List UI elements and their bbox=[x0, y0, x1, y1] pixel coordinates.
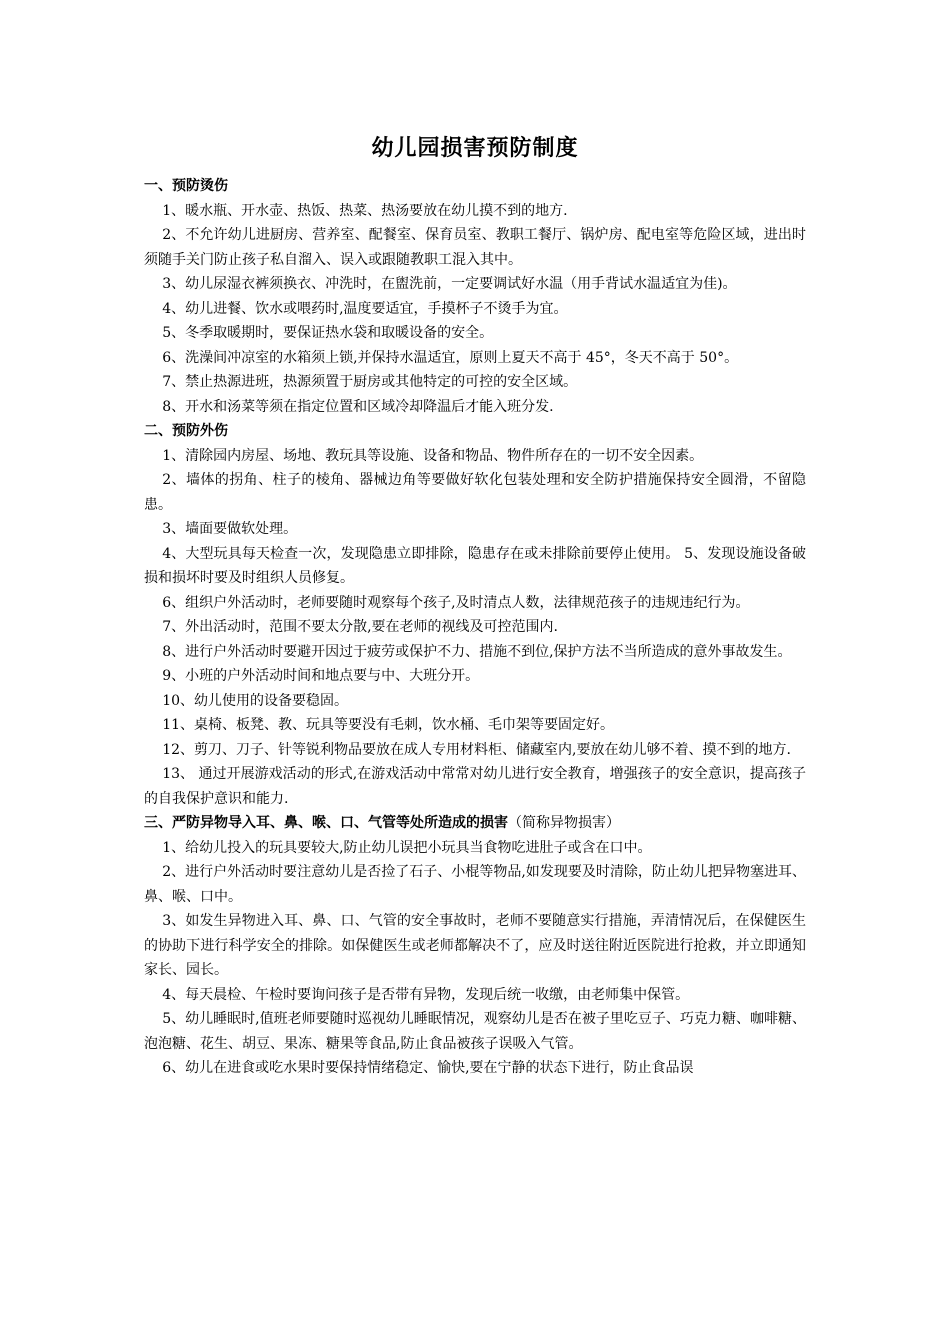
paragraph: 3、如发生异物进入耳、鼻、口、气管的安全事故时，老师不要随意实行措施，弄清情况后，在保健医生的协助下进行科学安全的排除。如保健医生或老师都解决不了，应及时送往附近医院进行抢救，并立即通知家长、园长。 bbox=[144, 913, 806, 978]
section bbox=[144, 419, 806, 811]
paragraph: 11、桌椅、板凳、教、玩具等要没有毛刺，饮水桶、毛巾架等要固定好。 bbox=[162, 717, 615, 733]
paragraph: 2、进行户外活动时要注意幼儿是否捡了石子、小棍等物品,如发现要及时清除，防止幼儿把异物塞进耳、鼻、喉、口中。 bbox=[144, 864, 806, 905]
section-heading bbox=[144, 174, 806, 199]
paragraph: 2、不允许幼儿进厨房、营养室、配餐室、保育员室、教职工餐厅、锅炉房、配电室等危险区域，进出时须随手关门防止孩子私自溜入、误入或跟随教职工混入其中。 bbox=[144, 227, 806, 268]
document-page bbox=[144, 132, 806, 1081]
section bbox=[144, 174, 806, 419]
paragraph: 4、大型玩具每天检查一次，发现隐患立即排除，隐患存在或未排除前要停止使用。 5、发现设施设备破损和损坏时要及时组织人员修复。 bbox=[144, 545, 806, 586]
paragraph: 1、暖水瓶、开水壶、热饭、热菜、热汤要放在幼儿摸不到的地方. bbox=[162, 202, 568, 219]
paragraph: 10、幼儿使用的设备要稳固。 bbox=[162, 692, 349, 709]
paragraph: 5、冬季取暖期时，要保证热水袋和取暖设备的安全。 bbox=[162, 325, 494, 341]
paragraph: 7、外出活动时，范围不要太分散,要在老师的视线及可控范围内. bbox=[162, 619, 558, 635]
section-heading bbox=[144, 811, 806, 836]
paragraph: 8、进行户外活动时要避开因过于疲劳或保护不力、措施不到位,保护方法不当所造成的意外事故发生。 bbox=[162, 643, 792, 660]
paragraph: 9、小班的户外活动时间和地点要与中、大班分开。 bbox=[162, 668, 480, 684]
paragraph: 1、给幼儿投入的玩具要较大,防止幼儿误把小玩具当食物吃进肚子或含在口中。 bbox=[162, 839, 652, 856]
paragraph: 7、禁止热源进班，热源须置于厨房或其他特定的可控的安全区域。 bbox=[162, 374, 578, 390]
section-heading-text: 一、预防烫伤 bbox=[144, 178, 228, 194]
document-body bbox=[144, 174, 806, 1081]
section-heading-text: 三、严防异物导入耳、鼻、喉、口、气管等处所造成的损害 bbox=[144, 815, 508, 831]
paragraph: 5、幼儿睡眠时,值班老师要随时巡视幼儿睡眠情况，观察幼儿是否在被子里吃豆子、巧克力糖、咖啡糖、泡泡糖、花生、胡豆、果冻、糖果等食品,防止食品被孩子误吸入气管。 bbox=[144, 1011, 806, 1052]
section-heading-text: 二、预防外伤 bbox=[144, 423, 228, 439]
paragraph: 8、开水和汤菜等须在指定位置和区域冷却降温后才能入班分发. bbox=[162, 398, 554, 415]
paragraph: 6、幼儿在进食或吃水果时要保持情绪稳定、愉快,要在宁静的状态下进行，防止食品误 bbox=[162, 1060, 694, 1076]
section-heading-note: （简称异物损害） bbox=[508, 815, 620, 831]
paragraph: 13、 通过开展游戏活动的形式,在游戏活动中常常对幼儿进行安全教育，增强孩子的安全意识，提高孩子的自我保护意识和能力. bbox=[144, 766, 806, 807]
section bbox=[144, 811, 806, 1081]
section-heading bbox=[144, 419, 806, 444]
paragraph: 4、每天晨检、午检时要询问孩子是否带有异物，发现后统一收缴，由老师集中保管。 bbox=[162, 986, 690, 1003]
document-title: 幼儿园损害预防制度 bbox=[371, 136, 579, 161]
paragraph: 6、组织户外活动时，老师要随时观察每个孩子,及时清点人数，法律规范孩子的违规违纪行为。 bbox=[162, 594, 750, 611]
paragraph: 3、幼儿尿湿衣裤须换衣、冲洗时，在盥洗前，一定要调试好水温（用手背试水温适宜为佳)。 bbox=[162, 276, 737, 292]
paragraph: 12、剪刀、刀子、针等锐利物品要放在成人专用材料柜、储藏室内,要放在幼儿够不着、摸不到的地方. bbox=[162, 741, 791, 758]
paragraph: 2、墙体的拐角、柱子的棱角、器械边角等要做好软化包装处理和安全防护措施保持安全圆滑，不留隐患。 bbox=[144, 472, 806, 513]
paragraph: 3、墙面要做软处理。 bbox=[162, 521, 298, 537]
paragraph: 1、清除园内房屋、场地、教玩具等设施、设备和物品、物件所存在的一切不安全因素。 bbox=[162, 447, 704, 464]
paragraph: 6、洗澡间冲凉室的水箱须上锁,并保持水温适宜，原则上夏天不高于 45°，冬天不高于 50°。 bbox=[162, 349, 739, 366]
paragraph: 4、幼儿进餐、饮水或喂药时,温度要适宜，手摸杯子不烫手为宜。 bbox=[162, 300, 568, 317]
